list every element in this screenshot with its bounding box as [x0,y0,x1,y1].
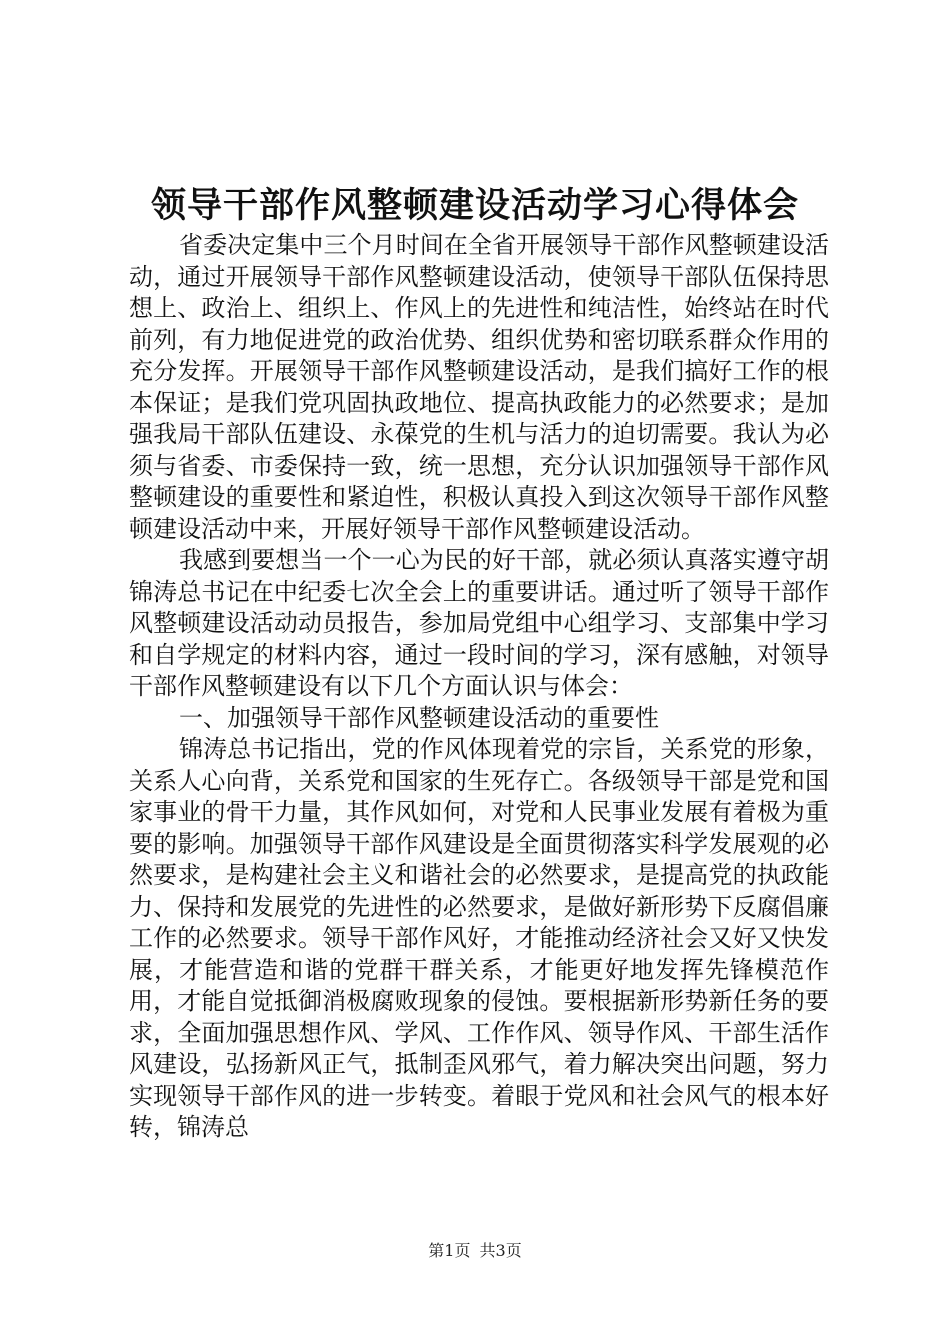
document-body [129,230,829,1144]
document-title: 领导干部作风整顿建设活动学习心得体会 [150,185,799,226]
page-footer [0,1240,950,1262]
paragraph-intro: 省委决定集中三个月时间在全省开展领导干部作风整顿建设活动，通过开展领导干部作风整顿建设活动，使领导干部队伍保持思想上、政治上、组织上、作风上的先进性和纯洁性，始终站在时代前列，有力地促进党的政治优势、组织优势和密切联系群众作用的充分发挥。开展领导干部作风整顿建设活动，是我们搞好工作的根本保证；是我们党巩固执政地位、提高执政能力的必然要求；是加强我局干部队伍建设、永葆党的生机与活力的迫切需要。我认为必须与省委、市委保持一致，统一思想，充分认识加强领导干部作风整顿建设的重要性和紧迫性，积极认真投入到这次领导干部作风整顿建设活动中来，开展好领导干部作风整顿建设活动。 [129,231,829,543]
page-total: 共3页 [479,1241,522,1260]
page-number: 第1页 [428,1241,471,1260]
section-heading-1: 一、加强领导干部作风整顿建设活动的重要性 [179,703,659,732]
paragraph-feeling: 我感到要想当一个一心为民的好干部，就必须认真落实遵守胡锦涛总书记在中纪委七次全会上的重要讲话。通过听了领导干部作风整顿建设活动动员报告，参加局党组中心组学习、支部集中学习和自学规定的材料内容，通过一段时间的学习，深有感触，对领导干部作风整顿建设有以下几个方面认识与体会： [129,546,829,700]
paragraph-section-1: 锦涛总书记指出，党的作风体现着党的宗旨，关系党的形象，关系人心向背，关系党和国家的生死存亡。各级领导干部是党和国家事业的骨干力量，其作风如何，对党和人民事业发展有着极为重要的影响。加强领导干部作风建设是全面贯彻落实科学发展观的必然要求，是构建社会主义和谐社会的必然要求，是提高党的执政能力、保持和发展党的先进性的必然要求，是做好新形势下反腐倡廉工作的必然要求。领导干部作风好，才能推动经济社会又好又快发展，才能营造和谐的党群干群关系，才能更好地发挥先锋模范作用，才能自觉抵御消极腐败现象的侵蚀。要根据新形势新任务的要求，全面加强思想作风、学风、工作作风、领导作风、干部生活作风建设，弘扬新风正气，抵制歪风邪气，着力解决突出问题，努力实现领导干部作风的进一步转变。着眼于党风和社会风气的根本好转，锦涛总 [129,735,829,1141]
